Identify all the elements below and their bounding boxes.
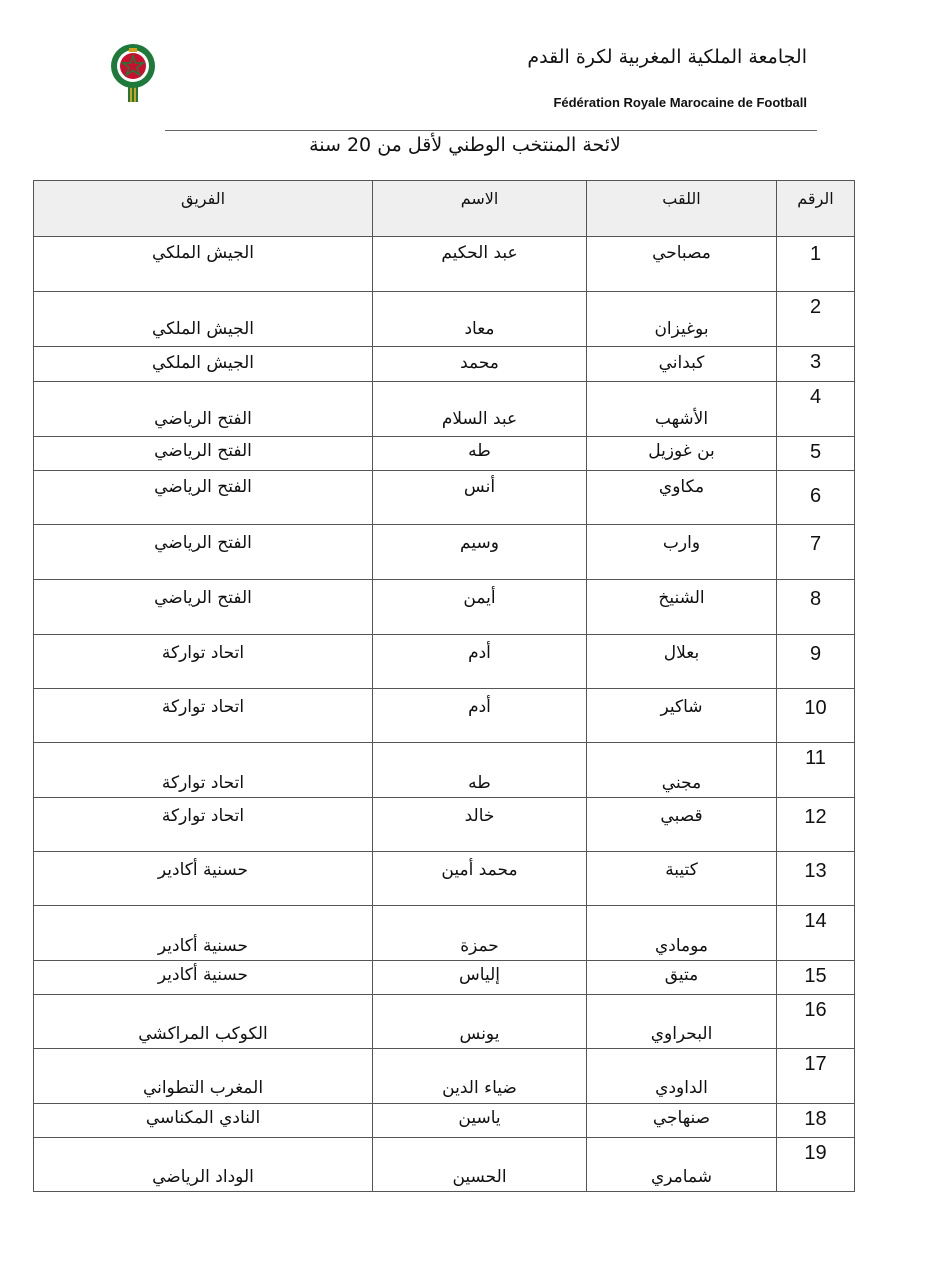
document-title: لائحة المنتخب الوطني لأقل من 20 سنة bbox=[309, 134, 621, 156]
player-team-cell bbox=[34, 743, 373, 798]
player-number: 12 bbox=[804, 806, 827, 828]
player-surname-cell bbox=[587, 906, 777, 961]
player-surname-cell bbox=[587, 798, 777, 852]
player-team: اتحاد تواركة bbox=[161, 643, 245, 663]
player-surname-cell bbox=[587, 525, 777, 580]
player-surname: بعلال bbox=[663, 643, 700, 663]
table-row bbox=[34, 580, 855, 635]
federation-name-arabic: الجامعة الملكية المغربية لكرة القدم bbox=[527, 46, 807, 68]
player-name-cell bbox=[373, 347, 587, 382]
player-team-cell bbox=[34, 437, 373, 471]
player-surname-cell bbox=[587, 1104, 777, 1138]
player-name-cell bbox=[373, 995, 587, 1049]
player-team: الفتح الرياضي bbox=[154, 409, 252, 429]
player-team-cell bbox=[34, 1104, 373, 1138]
player-number-cell bbox=[777, 437, 855, 471]
player-name: محمد bbox=[460, 353, 499, 373]
player-surname-cell bbox=[587, 1138, 777, 1192]
player-team: حسنية أكادير bbox=[157, 936, 249, 956]
column-header-number: الرقم bbox=[777, 181, 855, 237]
player-surname: البحراوي bbox=[650, 1024, 713, 1044]
table-row bbox=[34, 995, 855, 1049]
player-team: اتحاد تواركة bbox=[161, 806, 245, 826]
player-name: أيمن bbox=[463, 588, 496, 608]
player-name-cell bbox=[373, 471, 587, 525]
player-team-cell bbox=[34, 852, 373, 906]
player-number-cell bbox=[777, 798, 855, 852]
player-number-cell bbox=[777, 347, 855, 382]
player-number: 16 bbox=[804, 999, 827, 1021]
player-team: اتحاد تواركة bbox=[161, 697, 245, 717]
table-row bbox=[34, 382, 855, 437]
player-surname: وارب bbox=[662, 533, 701, 553]
player-surname-cell bbox=[587, 961, 777, 995]
table-row bbox=[34, 798, 855, 852]
player-number: 18 bbox=[804, 1108, 827, 1130]
player-number-cell bbox=[777, 852, 855, 906]
player-number: 9 bbox=[809, 643, 822, 665]
player-team: الفتح الرياضي bbox=[154, 533, 252, 553]
player-surname: مومادي bbox=[654, 936, 709, 956]
player-name-cell bbox=[373, 1104, 587, 1138]
roster-table bbox=[33, 180, 855, 1192]
player-surname: كبداني bbox=[658, 353, 705, 373]
player-name-cell bbox=[373, 743, 587, 798]
player-surname-cell bbox=[587, 382, 777, 437]
player-name: عبد الحكيم bbox=[441, 243, 518, 263]
player-team: الفتح الرياضي bbox=[154, 441, 252, 461]
player-surname-cell bbox=[587, 689, 777, 743]
player-surname: مكاوي bbox=[658, 477, 705, 497]
player-team-cell bbox=[34, 995, 373, 1049]
player-number-cell bbox=[777, 961, 855, 995]
player-number-cell bbox=[777, 382, 855, 437]
player-number: 6 bbox=[809, 485, 822, 507]
player-team-cell bbox=[34, 347, 373, 382]
player-surname-cell bbox=[587, 995, 777, 1049]
player-number: 5 bbox=[809, 441, 822, 463]
player-number: 8 bbox=[809, 588, 822, 610]
table-row bbox=[34, 743, 855, 798]
player-number-cell bbox=[777, 237, 855, 292]
player-number: 3 bbox=[809, 351, 822, 373]
player-team-cell bbox=[34, 1049, 373, 1104]
player-surname-cell bbox=[587, 292, 777, 347]
player-surname-cell bbox=[587, 471, 777, 525]
player-name-cell bbox=[373, 580, 587, 635]
player-team-cell bbox=[34, 961, 373, 995]
player-name-cell bbox=[373, 798, 587, 852]
table-row bbox=[34, 237, 855, 292]
table-row bbox=[34, 1049, 855, 1104]
header-divider bbox=[165, 130, 817, 131]
player-surname: متيق bbox=[664, 965, 699, 985]
player-number-cell bbox=[777, 525, 855, 580]
player-team: حسنية أكادير bbox=[157, 860, 249, 880]
player-number: 13 bbox=[804, 860, 827, 882]
player-team: الفتح الرياضي bbox=[154, 477, 252, 497]
player-surname: بن غوزيل bbox=[648, 441, 715, 461]
table-row bbox=[34, 292, 855, 347]
player-name: ضياء الدين bbox=[442, 1078, 517, 1098]
player-team: الوداد الرياضي bbox=[152, 1167, 254, 1187]
player-number-cell bbox=[777, 906, 855, 961]
column-header-surname: اللقب bbox=[587, 181, 777, 237]
player-surname-cell bbox=[587, 743, 777, 798]
player-number-cell bbox=[777, 995, 855, 1049]
player-surname-cell bbox=[587, 852, 777, 906]
player-number-cell bbox=[777, 580, 855, 635]
player-name-cell bbox=[373, 292, 587, 347]
player-team-cell bbox=[34, 525, 373, 580]
player-surname: قصبي bbox=[660, 806, 703, 826]
player-team-cell bbox=[34, 906, 373, 961]
table-row bbox=[34, 689, 855, 743]
player-number: 2 bbox=[809, 296, 822, 318]
table-row bbox=[34, 525, 855, 580]
player-number-cell bbox=[777, 689, 855, 743]
player-name: معاد bbox=[464, 319, 495, 339]
player-name-cell bbox=[373, 689, 587, 743]
player-name-cell bbox=[373, 961, 587, 995]
player-surname: شمامري bbox=[650, 1167, 713, 1187]
player-name-cell bbox=[373, 437, 587, 471]
player-number-cell bbox=[777, 471, 855, 525]
table-row bbox=[34, 437, 855, 471]
player-number-cell bbox=[777, 1049, 855, 1104]
player-name-cell bbox=[373, 635, 587, 689]
federation-name-french: Fédération Royale Marocaine de Football bbox=[553, 95, 807, 110]
player-name-cell bbox=[373, 382, 587, 437]
player-surname-cell bbox=[587, 635, 777, 689]
player-team: المغرب التطواني bbox=[142, 1078, 264, 1098]
table-row bbox=[34, 852, 855, 906]
player-surname: مصباحي bbox=[652, 243, 711, 263]
player-team: حسنية أكادير bbox=[157, 965, 249, 985]
player-name: يونس bbox=[459, 1024, 500, 1044]
player-number-cell bbox=[777, 292, 855, 347]
player-name: أدم bbox=[468, 643, 491, 663]
player-team: الجيش الملكي bbox=[152, 243, 254, 263]
player-number: 4 bbox=[809, 386, 822, 408]
player-name: محمد أمين bbox=[441, 860, 518, 880]
player-number-cell bbox=[777, 1138, 855, 1192]
player-name-cell bbox=[373, 525, 587, 580]
frmf-crest-icon bbox=[108, 42, 158, 104]
player-team-cell bbox=[34, 471, 373, 525]
player-team-cell bbox=[34, 292, 373, 347]
player-surname-cell bbox=[587, 1049, 777, 1104]
player-team-cell bbox=[34, 382, 373, 437]
player-surname-cell bbox=[587, 237, 777, 292]
player-number: 10 bbox=[804, 697, 827, 719]
player-surname: مجني bbox=[661, 773, 702, 793]
player-name-cell bbox=[373, 1049, 587, 1104]
player-name: طه bbox=[468, 773, 491, 793]
player-number: 11 bbox=[805, 747, 826, 769]
table-row bbox=[34, 1138, 855, 1192]
player-surname-cell bbox=[587, 580, 777, 635]
player-name: أنس bbox=[463, 477, 496, 497]
table-row bbox=[34, 635, 855, 689]
table-row bbox=[34, 347, 855, 382]
player-team: الجيش الملكي bbox=[152, 353, 254, 373]
player-surname: كتيبة bbox=[665, 860, 698, 880]
player-number-cell bbox=[777, 743, 855, 798]
player-surname: الشنيخ bbox=[658, 588, 705, 608]
player-surname: بوغيزان bbox=[654, 319, 709, 339]
player-surname: الداودي bbox=[655, 1078, 708, 1098]
player-number: 15 bbox=[804, 965, 827, 987]
player-number: 14 bbox=[804, 910, 827, 932]
player-team-cell bbox=[34, 635, 373, 689]
player-surname-cell bbox=[587, 347, 777, 382]
player-name: أدم bbox=[468, 697, 491, 717]
table-row bbox=[34, 471, 855, 525]
table-header-row bbox=[34, 181, 855, 237]
player-number-cell bbox=[777, 1104, 855, 1138]
player-team: الجيش الملكي bbox=[152, 319, 254, 339]
player-name: عبد السلام bbox=[441, 409, 518, 429]
player-name-cell bbox=[373, 1138, 587, 1192]
player-surname-cell bbox=[587, 437, 777, 471]
player-number-cell bbox=[777, 635, 855, 689]
player-name: وسيم bbox=[460, 533, 499, 553]
player-number: 1 bbox=[809, 243, 822, 265]
column-header-team: الفريق bbox=[34, 181, 373, 237]
player-name: حمزة bbox=[460, 936, 499, 956]
table-row bbox=[34, 961, 855, 995]
table-row bbox=[34, 906, 855, 961]
player-team-cell bbox=[34, 1138, 373, 1192]
player-number: 19 bbox=[804, 1142, 827, 1164]
player-name: إلياس bbox=[459, 965, 500, 985]
player-name-cell bbox=[373, 237, 587, 292]
table-row bbox=[34, 1104, 855, 1138]
player-team: الفتح الرياضي bbox=[154, 588, 252, 608]
player-name: طه bbox=[468, 441, 491, 461]
player-number: 7 bbox=[809, 533, 822, 555]
player-surname: الأشهب bbox=[654, 409, 709, 429]
column-header-name: الاسم bbox=[373, 181, 587, 237]
player-team: اتحاد تواركة bbox=[161, 773, 245, 793]
player-team-cell bbox=[34, 237, 373, 292]
player-name: ياسين bbox=[458, 1108, 501, 1128]
player-team-cell bbox=[34, 798, 373, 852]
player-name-cell bbox=[373, 852, 587, 906]
player-surname: صنهاجي bbox=[652, 1108, 711, 1128]
player-name: خالد bbox=[464, 806, 495, 826]
player-name-cell bbox=[373, 906, 587, 961]
player-team: النادي المكناسي bbox=[145, 1108, 261, 1128]
player-team-cell bbox=[34, 689, 373, 743]
player-team: الكوكب المراكشي bbox=[138, 1024, 268, 1044]
player-name: الحسين bbox=[452, 1167, 507, 1187]
player-team-cell bbox=[34, 580, 373, 635]
player-surname: شاكير bbox=[660, 697, 703, 717]
player-number: 17 bbox=[804, 1053, 827, 1075]
